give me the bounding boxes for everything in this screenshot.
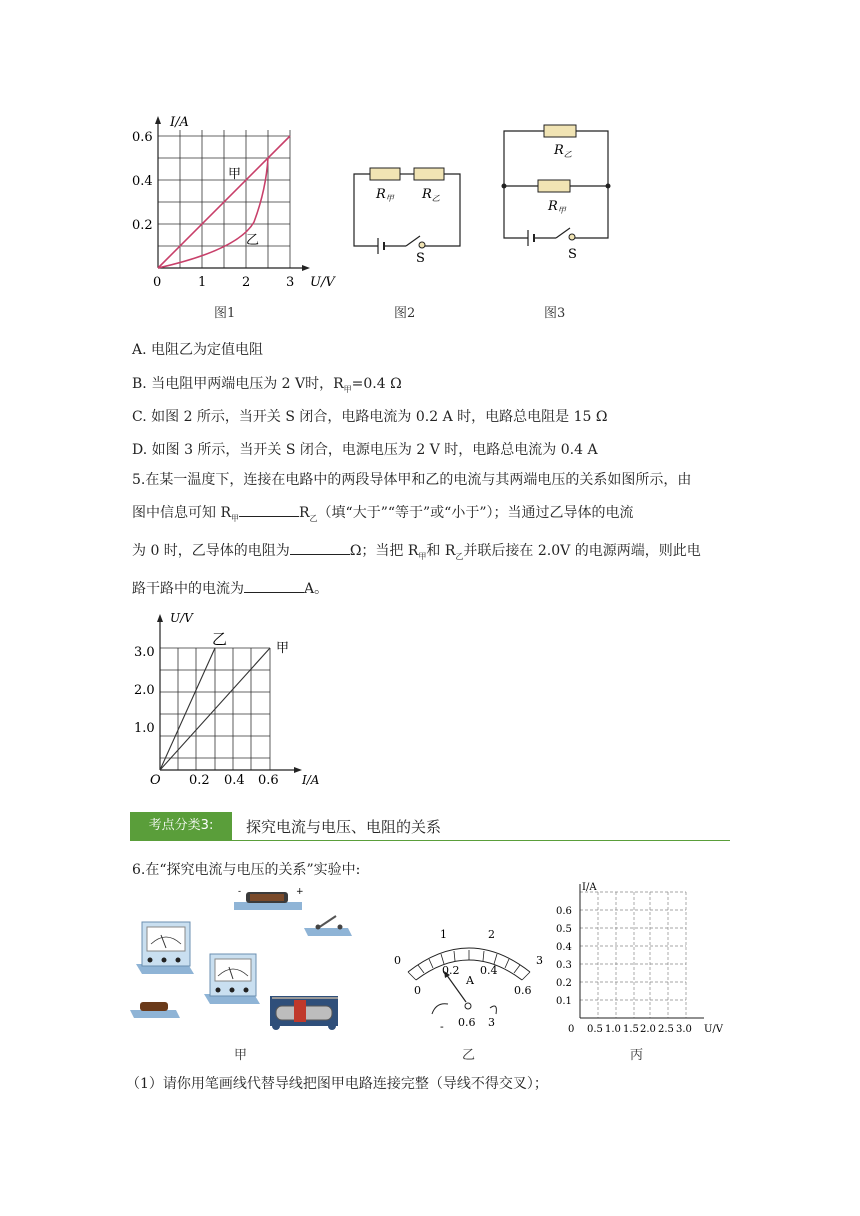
terminal-3: 3	[488, 1016, 495, 1029]
fig3-r-yi: R	[554, 143, 564, 158]
line-yi	[160, 648, 215, 770]
grid-xtick-3: 2.0	[640, 1024, 656, 1035]
answer-blank-1[interactable]	[239, 502, 299, 517]
q5-sub: 甲	[418, 551, 427, 561]
fig3-caption: 图3	[544, 306, 566, 321]
svg-text:+: +	[296, 887, 304, 897]
option-b-pre: B. 当电阻甲两端电压为 2 V时，R	[132, 376, 344, 392]
apparatus-illustration	[126, 884, 366, 1034]
grid-ytick-3: 0.3	[556, 960, 572, 971]
fig1-ylabel: I/A	[170, 115, 189, 130]
grid-ytick-1: 0.5	[556, 924, 572, 935]
option-b-sub: 甲	[343, 384, 352, 394]
q5-text: 并联后接在 2.0V 的电源两端，则此电	[463, 542, 701, 559]
dial-top-0: 0	[394, 954, 401, 967]
q5-sub: 乙	[309, 513, 318, 523]
fig3-switch-label: S	[568, 247, 577, 262]
chart5-ylabel: U/V	[170, 611, 193, 625]
grid-xtick-0: 0.5	[587, 1024, 603, 1035]
dial-unit: A	[466, 974, 474, 987]
q5-sub: 乙	[455, 551, 464, 561]
fig1-ytick-0: 0.6	[132, 130, 153, 145]
fig2-r-jia: R	[376, 187, 386, 202]
grid-ytick-2: 0.4	[556, 942, 572, 953]
fig1-label-jia: 甲	[228, 167, 242, 182]
fig1-xtick-3: 3	[286, 275, 295, 290]
chart5-ytick-2: 1.0	[134, 721, 155, 736]
grid-ylabel: I/A	[582, 882, 597, 893]
fig2-r-jia-sub: 甲	[385, 194, 394, 203]
meter-needle	[446, 974, 466, 1002]
fig1-label-yi: 乙	[246, 233, 260, 248]
dial-bottom-2: 0.4	[480, 964, 498, 977]
caption-jia: 甲	[234, 1048, 248, 1063]
caption-yi: 乙	[462, 1048, 476, 1063]
q5-text: 和 R	[426, 542, 456, 559]
q5-text: R	[299, 505, 310, 521]
ammeter-dial	[388, 926, 550, 1032]
rheostat-icon	[270, 996, 338, 1030]
q5-line-1: 5.在某一温度下，连接在电路中的两段导体甲和乙的电流与其两端电压的关系如图所示，由	[132, 472, 692, 488]
fig2-caption: 图2	[394, 306, 416, 321]
q5-line-4	[132, 573, 732, 606]
chart5-label-yi: 乙	[212, 630, 228, 648]
option-b-post: =0.4 Ω	[351, 376, 402, 392]
section-tag: 考点分类3:	[130, 812, 232, 840]
grid-origin: 0	[568, 1024, 575, 1035]
dial-bottom-0: 0	[414, 984, 421, 997]
fig1-xlabel: U/V	[310, 275, 335, 290]
fig1-xtick-2: 2	[242, 275, 251, 290]
svg-text:R乙	[421, 187, 440, 203]
fig3-r-yi-sub: 乙	[563, 150, 572, 159]
figure-3-circuit	[498, 122, 616, 268]
chart5-xtick-1: 0.4	[224, 773, 245, 788]
fig1-xtick-0: 0	[153, 275, 162, 290]
q6-stem: 6.在“探究电流与电压的关系”实验中:	[132, 862, 361, 878]
dial-bottom-1: 0.2	[442, 964, 460, 977]
fig2-r-yi-sub: 乙	[431, 194, 440, 203]
chart5-ytick-0: 3.0	[134, 645, 155, 660]
answer-blank-2[interactable]	[290, 540, 350, 555]
grid-ytick-0: 0.6	[556, 906, 572, 917]
chart5-xtick-2: 0.6	[258, 773, 279, 788]
grid-xtick-5: 3.0	[676, 1024, 692, 1035]
resistor-jia	[370, 168, 400, 180]
q6-sub-question-1: （1）请你用笔画线代替导线把图甲电路连接完整（导线不得交叉）；	[126, 1076, 548, 1092]
option-b	[132, 374, 402, 400]
chart5-ytick-1: 2.0	[134, 683, 155, 698]
svg-text:R甲	[547, 199, 567, 215]
battery-icon	[234, 887, 304, 910]
resistor-icon	[130, 1002, 180, 1018]
fig3-r-jia-sub: 甲	[557, 206, 566, 215]
q5-text: A。	[304, 580, 329, 597]
caption-bing: 丙	[630, 1048, 644, 1063]
q5-text: 路干路中的电流为	[132, 580, 244, 597]
terminal-minus: -	[440, 1020, 444, 1032]
q5-text: 图中信息可知 R	[132, 505, 231, 521]
chart5-xtick-0: 0.2	[189, 773, 210, 788]
fig3-r-jia: R	[548, 199, 558, 214]
q5-line-2	[132, 497, 732, 535]
option-c: C. 如图 2 所示，当开关 S 闭合，电路电流为 0.2 A 时，电路总电阻是 15 Ω	[132, 409, 608, 425]
grid-xlabel: U/V	[704, 1024, 724, 1035]
figure-2-circuit	[350, 158, 468, 268]
resistor-yi	[414, 168, 444, 180]
dial-top-1: 1	[440, 928, 447, 941]
q5-sub: 甲	[231, 513, 239, 523]
fig1-caption: 图1	[214, 306, 236, 321]
voltmeter-icon	[204, 954, 260, 1004]
fig2-r-yi: R	[422, 187, 432, 202]
grid-ytick-5: 0.1	[556, 996, 572, 1007]
grid-xtick-2: 1.5	[623, 1024, 639, 1035]
fig1-ytick-1: 0.4	[132, 174, 153, 189]
q5-text: 为 0 时，乙导体的电阻为	[132, 542, 290, 559]
option-a: A. 电阻乙为定值电阻	[132, 342, 264, 358]
terminal-0-6: 0.6	[458, 1016, 476, 1029]
section-title: 探究电流与电压、电阻的关系	[246, 818, 442, 836]
ammeter-icon	[136, 922, 194, 974]
grid-xtick-4: 2.5	[658, 1024, 674, 1035]
resistor-yi-parallel	[544, 125, 576, 137]
resistor-jia-parallel	[538, 180, 570, 192]
blank-iu-grid	[554, 880, 734, 1040]
q5-text: Ω；当把 R	[349, 542, 419, 559]
dial-top-2: 2	[488, 928, 495, 941]
dial-bottom-3: 0.6	[514, 984, 532, 997]
answer-blank-3[interactable]	[244, 578, 304, 593]
chart5-origin: O	[150, 773, 161, 788]
fig1-xtick-1: 1	[198, 275, 207, 290]
svg-text:-: -	[238, 887, 242, 897]
section-divider	[130, 840, 730, 841]
fig2-switch-label: S	[416, 251, 425, 266]
chart5-label-jia: 甲	[276, 641, 290, 656]
q5-text: （填“大于”“等于”或“小于”）；当通过乙导体的电流	[317, 505, 634, 521]
chart5-xlabel: I/A	[302, 773, 320, 787]
switch-icon	[304, 916, 352, 936]
figure-1-graph	[128, 110, 348, 320]
q5-ui-graph	[130, 608, 340, 788]
grid-xtick-1: 1.0	[605, 1024, 621, 1035]
grid-ytick-4: 0.2	[556, 978, 572, 989]
fig1-ytick-2: 0.2	[132, 218, 153, 233]
option-d: D. 如图 3 所示，当开关 S 闭合，电源电压为 2 V 时，电路总电流为 0.4 A	[132, 442, 598, 458]
dial-top-3: 3	[536, 954, 543, 967]
question-5	[132, 464, 732, 606]
q5-line-3	[132, 535, 732, 573]
svg-text:R乙	[553, 143, 572, 159]
svg-text:R甲	[375, 187, 395, 203]
